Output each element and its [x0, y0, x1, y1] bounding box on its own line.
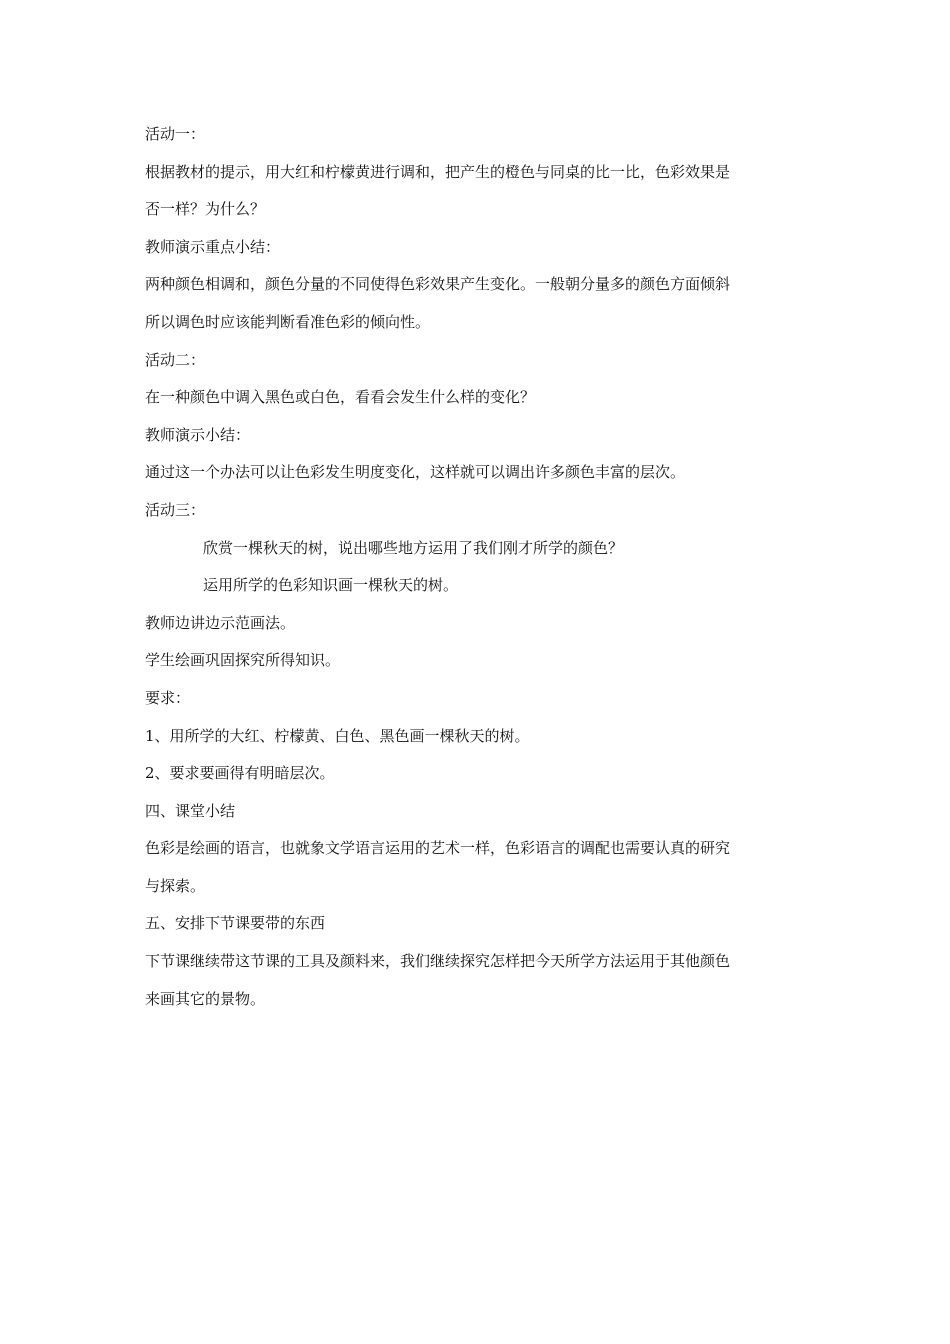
heading-teacher-summary-2: 教师演示小结：	[145, 425, 251, 444]
text-line: 在一种颜色中调入黑色或白色，看看会发生什么样的变化？	[145, 388, 536, 407]
text-line: 所以调色时应该能判断看准色彩的倾向性。	[145, 312, 431, 331]
heading-activity-2: 活动二：	[145, 350, 206, 369]
text-line: 色彩是绘画的语言，也就象文学语言运用的艺术一样，色彩语言的调配也需要认真的研究	[145, 839, 731, 858]
text-line: 学生绘画巩固探究所得知识。	[145, 651, 341, 670]
text-line: 否一样？为什么？	[145, 200, 266, 219]
document-body	[145, 116, 810, 1018]
text-line: 通过这一个办法可以让色彩发生明度变化，这样就可以调出许多颜色丰富的层次。	[145, 463, 686, 482]
text-line: 两种颜色相调和，颜色分量的不同使得色彩效果产生变化。一般朝分量多的颜色方面倾斜	[145, 275, 731, 294]
text-line: 与探索。	[145, 876, 206, 895]
requirement-item: 2、要求要画得有明暗层次。	[145, 764, 335, 783]
requirement-item: 1、用所学的大红、柠檬黄、白色、黑色画一棵秋天的树。	[145, 726, 530, 745]
text-line: 来画其它的景物。	[145, 989, 266, 1008]
heading-activity-3: 活动三：	[145, 500, 206, 519]
heading-activity-1: 活动一：	[145, 125, 206, 143]
text-line: 下节课继续带这节课的工具及颜料来，我们继续探究怎样把今天所学方法运用于其他颜色	[145, 952, 731, 971]
heading-section-5: 五、安排下节课要带的东西	[145, 914, 326, 933]
heading-section-4: 四、课堂小结	[145, 801, 236, 820]
heading-teacher-summary: 教师演示重点小结：	[145, 237, 281, 256]
indented-text-line: 运用所学的色彩知识画一棵秋天的树。	[203, 576, 459, 595]
indented-text-line: 欣赏一棵秋天的树，说出哪些地方运用了我们刚才所学的颜色？	[203, 538, 624, 557]
text-line: 根据教材的提示，用大红和柠檬黄进行调和，把产生的橙色与同桌的比一比，色彩效果是	[145, 162, 731, 181]
text-line: 教师边讲边示范画法。	[145, 613, 296, 632]
heading-requirements: 要求：	[145, 688, 191, 707]
